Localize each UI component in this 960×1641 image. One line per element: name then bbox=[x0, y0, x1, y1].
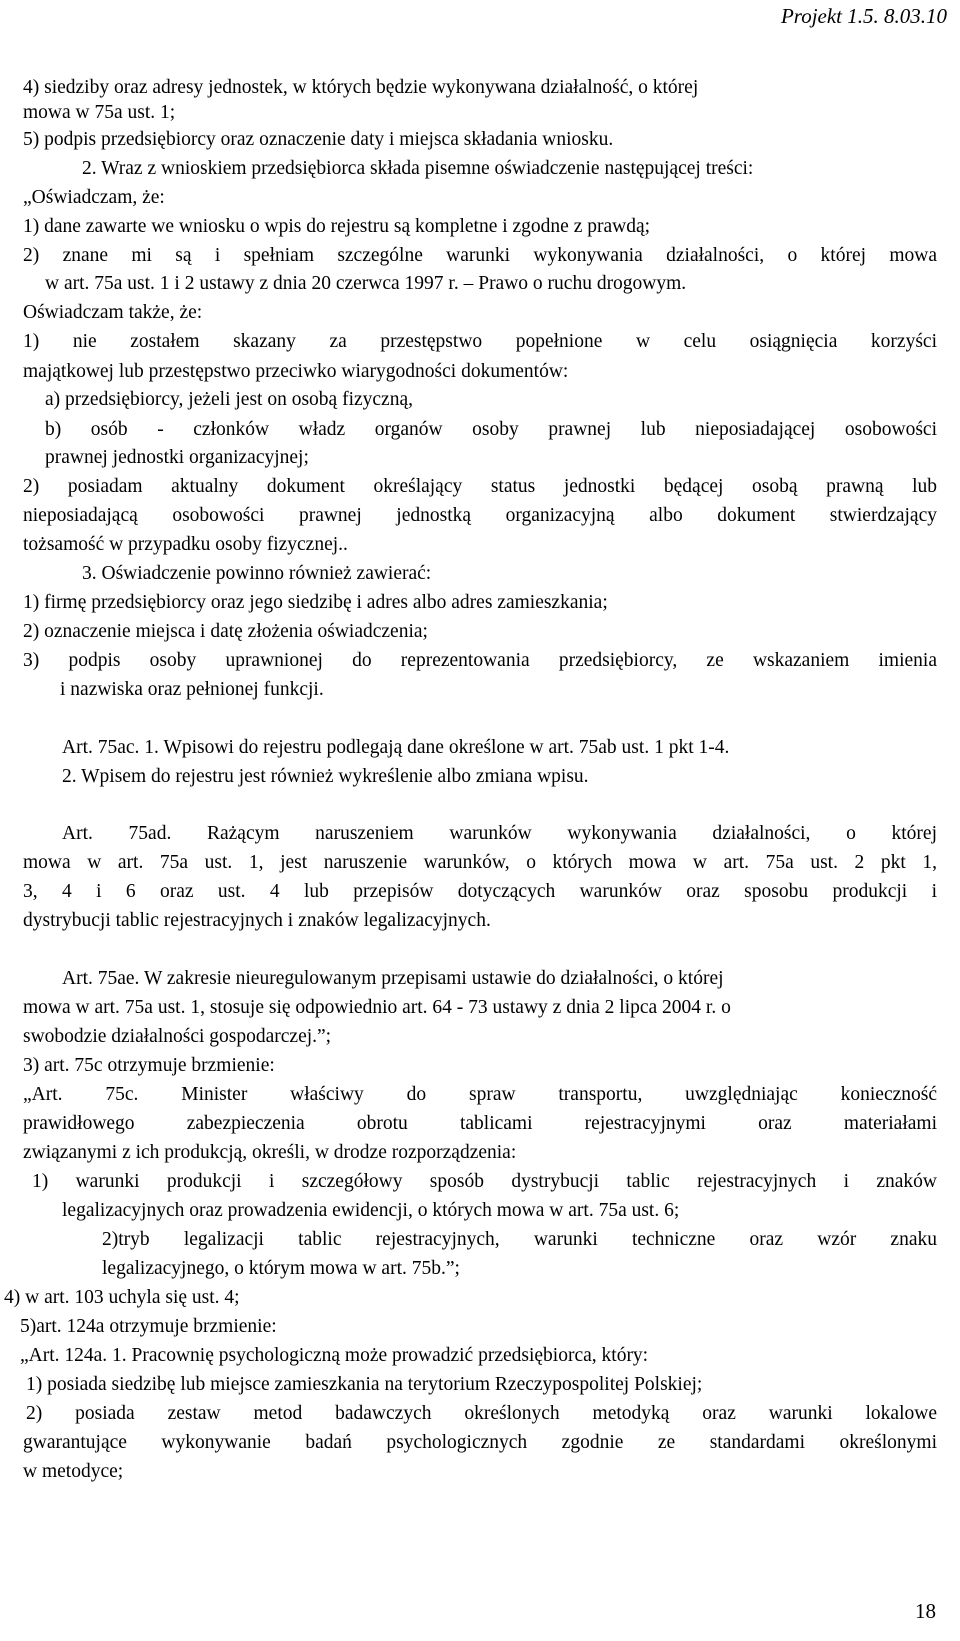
text-line: 1) posiada siedzibę lub miejsce zamieszkania na terytorium Rzeczypospolitej Polskiej; bbox=[26, 1374, 703, 1395]
text-line: „Art. 75c. Minister właściwy do spraw transportu, uwzględniając konieczność bbox=[23, 1084, 937, 1105]
text-line: swobodzie działalności gospodarczej.”; bbox=[23, 1026, 332, 1047]
text-line: „Oświadczam, że: bbox=[23, 187, 165, 208]
page-number: 18 bbox=[915, 1599, 936, 1623]
text-line: a) przedsiębiorcy, jeżeli jest on osobą fizyczną, bbox=[45, 389, 413, 410]
text-line: legalizacyjnych oraz prowadzenia ewidencji, o których mowa w art. 75a ust. 6; bbox=[62, 1200, 680, 1221]
text-line: związanymi z ich produkcją, określi, w drodze rozporządzenia: bbox=[23, 1142, 517, 1163]
text-line: 1) firmę przedsiębiorcy oraz jego siedzibę i adres albo adres zamieszkania; bbox=[23, 592, 608, 613]
text-line: 3) podpis osoby uprawnionej do reprezentowania przedsiębiorcy, ze wskazaniem imienia bbox=[23, 650, 937, 671]
text-line: tożsamość w przypadku osoby fizycznej.. bbox=[23, 534, 348, 555]
text-line: 3, 4 i 6 oraz ust. 4 lub przepisów dotyczących warunków oraz sposobu produkcji i bbox=[23, 881, 937, 902]
text-line: mowa w 75a ust. 1; bbox=[23, 102, 176, 123]
text-line: 5)art. 124a otrzymuje brzmienie: bbox=[20, 1316, 277, 1337]
text-line: mowa w art. 75a ust. 1, jest naruszenie warunków, o których mowa w art. 75a ust. 2 pkt 1, bbox=[23, 852, 937, 873]
text-line: 1) warunki produkcji i szczegółowy sposób dystrybucji tablic rejestracyjnych i znaków bbox=[32, 1171, 937, 1192]
text-line: 3) art. 75c otrzymuje brzmienie: bbox=[23, 1055, 275, 1076]
text-line: 2) posiada zestaw metod badawczych określonych metodyką oraz warunki lokalowe bbox=[26, 1403, 937, 1424]
text-line: gwarantujące wykonywanie badań psychologicznych zgodnie ze standardami określonymi bbox=[23, 1432, 937, 1453]
text-line: i nazwiska oraz pełnionej funkcji. bbox=[60, 679, 324, 700]
text-line: Oświadczam także, że: bbox=[23, 302, 203, 323]
text-line: 2) oznaczenie miejsca i datę złożenia oświadczenia; bbox=[23, 621, 428, 642]
text-line: 4) w art. 103 uchyla się ust. 4; bbox=[4, 1287, 240, 1308]
text-line: legalizacyjnego, o którym mowa w art. 75b.”; bbox=[102, 1258, 460, 1279]
text-line: 5) podpis przedsiębiorcy oraz oznaczenie daty i miejsca składania wniosku. bbox=[23, 129, 614, 150]
text-line: 2) znane mi są i spełniam szczególne warunki wykonywania działalności, o której mowa bbox=[23, 245, 937, 266]
text-line: „Art. 124a. 1. Pracownię psychologiczną może prowadzić przedsiębiorca, który: bbox=[20, 1345, 649, 1366]
text-line: 2) posiadam aktualny dokument określający status jednostki będącej osobą prawną lub bbox=[23, 476, 937, 497]
text-line: Art. 75ae. W zakresie nieuregulowanym przepisami ustawie do działalności, o której bbox=[62, 968, 724, 989]
text-line: 2. Wraz z wnioskiem przedsiębiorca składa pisemne oświadczenie następującej treści: bbox=[82, 158, 754, 179]
text-line: 3. Oświadczenie powinno również zawierać: bbox=[82, 563, 432, 584]
text-line: 1) dane zawarte we wniosku o wpis do rejestru są kompletne i zgodne z prawdą; bbox=[23, 216, 651, 237]
text-line: Art. 75ac. 1. Wpisowi do rejestru podlegają dane określone w art. 75ab ust. 1 pkt 1-4. bbox=[62, 737, 730, 758]
text-line: 1) nie zostałem skazany za przestępstwo popełnione w celu osiągnięcia korzyści bbox=[23, 331, 937, 352]
text-line: prawnej jednostki organizacyjnej; bbox=[45, 447, 309, 468]
text-line: dystrybucji tablic rejestracyjnych i znaków legalizacyjnych. bbox=[23, 910, 491, 931]
text-line: 2. Wpisem do rejestru jest również wykreślenie albo zmiana wpisu. bbox=[62, 766, 589, 787]
text-line: b) osób - członków władz organów osoby prawnej lub nieposiadającej osobowości bbox=[45, 419, 937, 440]
text-line: w art. 75a ust. 1 i 2 ustawy z dnia 20 czerwca 1997 r. – Prawo o ruchu drogowym. bbox=[45, 273, 687, 294]
text-line: majątkowej lub przestępstwo przeciwko wiarygodności dokumentów: bbox=[23, 361, 569, 382]
text-line: Art. 75ad. Rażącym naruszeniem warunków wykonywania działalności, o której bbox=[62, 823, 937, 844]
text-line: mowa w art. 75a ust. 1, stosuje się odpowiednio art. 64 - 73 ustawy z dnia 2 lipca 2004 r. o bbox=[23, 997, 731, 1018]
text-line: 2)tryb legalizacji tablic rejestracyjnych, warunki techniczne oraz wzór znaku bbox=[102, 1229, 937, 1250]
text-line: prawidłowego zabezpieczenia obrotu tablicami rejestracyjnymi oraz materiałami bbox=[23, 1113, 937, 1134]
running-header: Projekt 1.5. 8.03.10 bbox=[780, 4, 947, 28]
text-line: nieposiadającą osobowości prawnej jednostką organizacyjną albo dokument stwierdzający bbox=[23, 505, 937, 526]
text-line: 4) siedziby oraz adresy jednostek, w których będzie wykonywana działalność, o której bbox=[23, 77, 699, 98]
text-line: w metodyce; bbox=[23, 1461, 124, 1482]
